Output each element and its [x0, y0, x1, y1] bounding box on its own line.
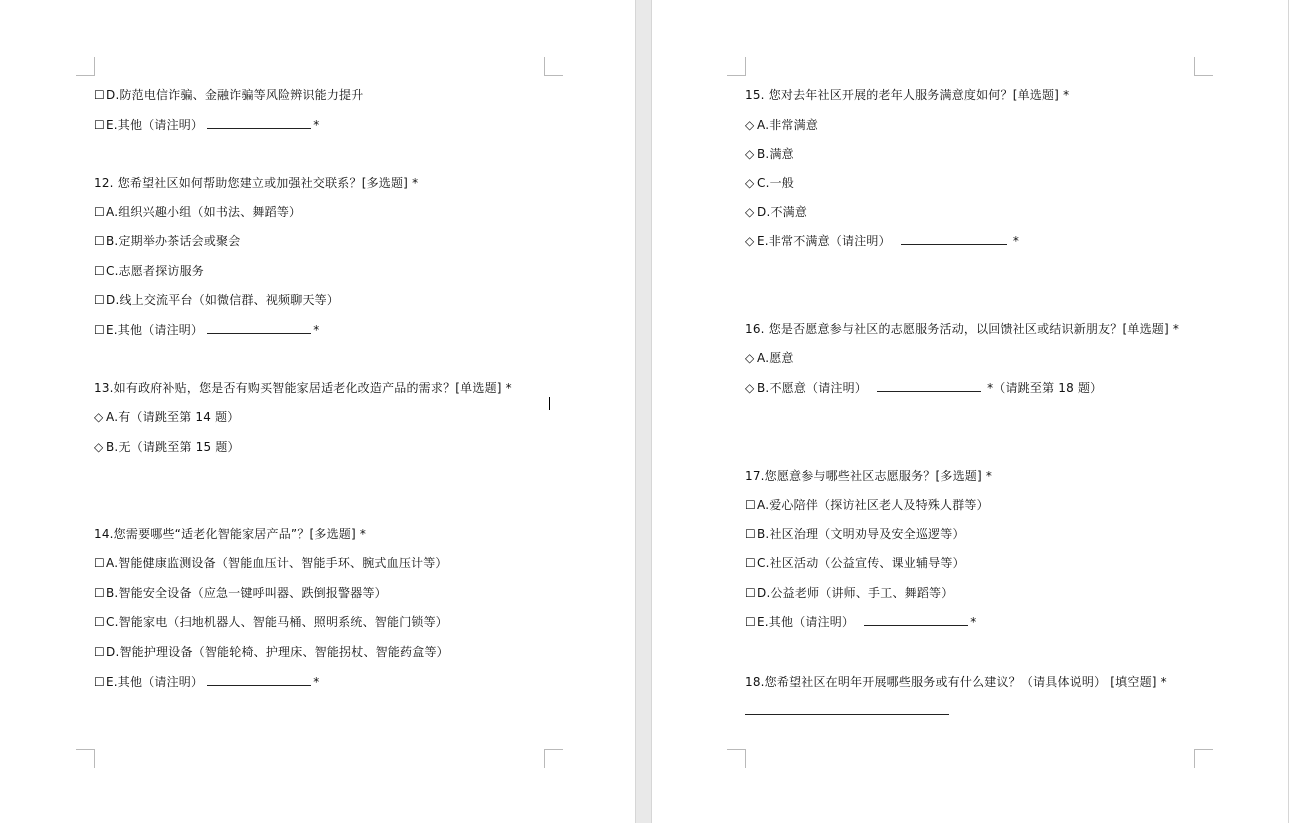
fill-blank-line[interactable]	[207, 118, 311, 129]
q12-option-e[interactable]: ☐E.其他（请注明） *	[94, 323, 320, 337]
radio-icon: ◇	[94, 440, 104, 454]
checkbox-icon: ☐	[94, 293, 105, 307]
checkbox-icon: ☐	[94, 615, 105, 629]
q18-answer-blank[interactable]	[745, 704, 951, 718]
fill-blank-line[interactable]	[207, 323, 311, 334]
question-14-title: 14.您需要哪些“适老化智能家居产品”？[多选题] *	[94, 527, 367, 541]
corner-mark-top-left	[76, 57, 95, 76]
q14-option-a[interactable]: ☐A.智能健康监测设备（智能血压计、智能手环、腕式血压计等）	[94, 556, 448, 570]
text-cursor	[549, 397, 550, 410]
checkbox-icon: ☐	[94, 118, 105, 132]
checkbox-icon: ☐	[94, 645, 105, 659]
radio-icon: ◇	[745, 118, 755, 132]
checkbox-icon: ☐	[94, 205, 105, 219]
checkbox-icon: ☐	[745, 527, 756, 541]
q17-option-e[interactable]: ☐E.其他（请注明） *	[745, 615, 977, 629]
checkbox-icon: ☐	[94, 323, 105, 337]
radio-icon: ◇	[94, 410, 104, 424]
q14-option-b[interactable]: ☐B.智能安全设备（应急一键呼叫器、跌倒报警器等）	[94, 586, 387, 600]
q16-option-a[interactable]: ◇ A.愿意	[745, 351, 794, 365]
q16-option-b[interactable]: ◇ B.不愿意（请注明） *（请跳至第 18 题）	[745, 381, 1103, 395]
q14-option-e[interactable]: ☐E.其他（请注明） *	[94, 675, 320, 689]
q14-option-d[interactable]: ☐D.智能护理设备（智能轮椅、护理床、智能拐杖、智能药盒等）	[94, 645, 449, 659]
q17-option-c[interactable]: ☐C.社区活动（公益宣传、课业辅导等）	[745, 556, 965, 570]
checkbox-icon: ☐	[94, 556, 105, 570]
q17-option-b[interactable]: ☐B.社区治理（文明劝导及安全巡逻等）	[745, 527, 965, 541]
q11-option-d[interactable]: ☐D.防范电信诈骗、金融诈骗等风险辨识能力提升	[94, 88, 364, 102]
question-17-title: 17.您愿意参与哪些社区志愿服务？[多选题] *	[745, 469, 993, 483]
radio-icon: ◇	[745, 351, 755, 365]
fill-blank-line[interactable]	[745, 704, 949, 715]
radio-icon: ◇	[745, 234, 755, 248]
q17-option-a[interactable]: ☐A.爱心陪伴（探访社区老人及特殊人群等）	[745, 498, 989, 512]
radio-icon: ◇	[745, 147, 755, 161]
corner-mark-bottom-left	[727, 749, 746, 768]
question-15-title: 15. 您对去年社区开展的老年人服务满意度如何？[单选题] *	[745, 88, 1070, 102]
question-18-title: 18.您希望社区在明年开展哪些服务或有什么建议？（请具体说明） [填空题] *	[745, 675, 1167, 689]
q15-option-e[interactable]: ◇ E.非常不满意（请注明） *	[745, 234, 1020, 248]
checkbox-icon: ☐	[745, 556, 756, 570]
radio-icon: ◇	[745, 381, 755, 395]
page-left	[0, 0, 635, 823]
question-12-title: 12. 您希望社区如何帮助您建立或加强社交联系？[多选题] *	[94, 176, 419, 190]
q17-option-d[interactable]: ☐D.公益老师（讲师、手工、舞蹈等）	[745, 586, 954, 600]
q15-option-b[interactable]: ◇ B.满意	[745, 147, 794, 161]
fill-blank-line[interactable]	[877, 381, 981, 392]
fill-blank-line[interactable]	[901, 234, 1007, 245]
fill-blank-line[interactable]	[207, 675, 311, 686]
question-16-title: 16. 您是否愿意参与社区的志愿服务活动，以回馈社区或结识新朋友？[单选题] *	[745, 322, 1180, 336]
q15-option-d[interactable]: ◇ D.不满意	[745, 205, 808, 219]
radio-icon: ◇	[745, 176, 755, 190]
q11-option-e[interactable]: ☐E.其他（请注明） *	[94, 118, 320, 132]
checkbox-icon: ☐	[745, 586, 756, 600]
checkbox-icon: ☐	[94, 675, 105, 689]
q12-option-c[interactable]: ☐C.志愿者探访服务	[94, 264, 204, 278]
corner-mark-top-right	[1194, 57, 1213, 76]
q15-option-a[interactable]: ◇ A.非常满意	[745, 118, 819, 132]
fill-blank-line[interactable]	[864, 615, 968, 626]
q12-option-b[interactable]: ☐B.定期举办茶话会或聚会	[94, 234, 241, 248]
checkbox-icon: ☐	[94, 264, 105, 278]
q14-option-c[interactable]: ☐C.智能家电（扫地机器人、智能马桶、照明系统、智能门锁等）	[94, 615, 448, 629]
checkbox-icon: ☐	[94, 586, 105, 600]
question-13-title: 13.如有政府补贴，您是否有购买智能家居适老化改造产品的需求？[单选题] *	[94, 381, 512, 395]
corner-mark-top-left	[727, 57, 746, 76]
q15-option-c[interactable]: ◇ C.一般	[745, 176, 794, 190]
checkbox-icon: ☐	[745, 498, 756, 512]
checkbox-icon: ☐	[94, 234, 105, 248]
checkbox-icon: ☐	[94, 88, 105, 102]
corner-mark-bottom-right	[544, 749, 563, 768]
checkbox-icon: ☐	[745, 615, 756, 629]
corner-mark-bottom-left	[76, 749, 95, 768]
page-right	[652, 0, 1288, 823]
corner-mark-top-right	[544, 57, 563, 76]
q13-option-b[interactable]: ◇ B.无（请跳至第 15 题）	[94, 440, 240, 454]
q13-option-a[interactable]: ◇ A.有（请跳至第 14 题）	[94, 410, 240, 424]
corner-mark-bottom-right	[1194, 749, 1213, 768]
radio-icon: ◇	[745, 205, 755, 219]
q12-option-a[interactable]: ☐A.组织兴趣小组（如书法、舞蹈等）	[94, 205, 302, 219]
q12-option-d[interactable]: ☐D.线上交流平台（如微信群、视频聊天等）	[94, 293, 340, 307]
